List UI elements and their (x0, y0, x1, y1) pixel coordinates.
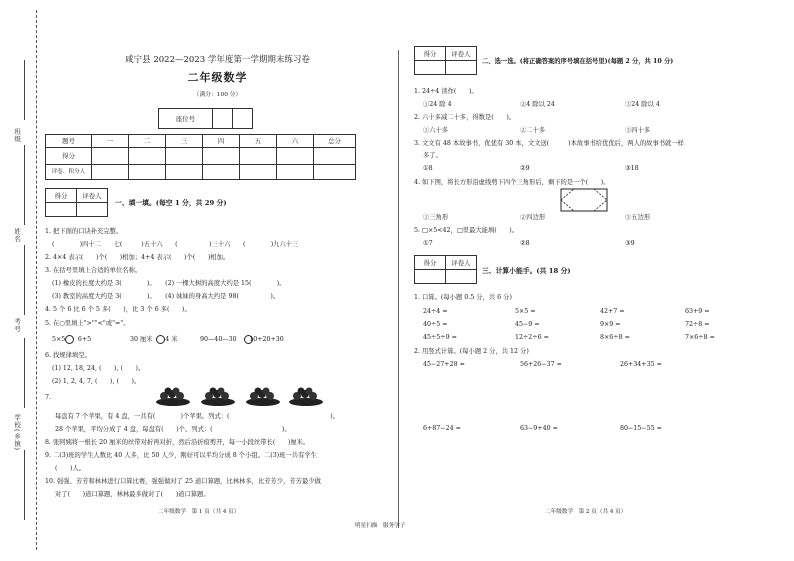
cut-line (36, 10, 37, 550)
section1-title: 一、填一填。(每空 1 分，共 29 分) (115, 199, 227, 207)
vertical-item: 63−9+40 = (520, 425, 558, 432)
binding-margin (0, 0, 40, 561)
question-3: 3. 在括号里填上合适的单位名称。 (45, 267, 142, 274)
scorebox-score-cell[interactable] (415, 270, 446, 284)
question-6: 6. 找规律填空。 (45, 352, 91, 359)
reviewer-cell[interactable] (314, 165, 356, 180)
choice-option[interactable]: ①24 除 4 (423, 101, 452, 108)
choice-option[interactable]: ②二十多 (520, 127, 546, 134)
oral-item: 24÷4 = (423, 308, 448, 315)
oral-calc-title: 1. 口算。(每小题 0.5 分，共 6 分) (414, 294, 512, 301)
score-cell[interactable] (277, 148, 314, 165)
binding-line (24, 338, 25, 408)
compare-circle[interactable] (244, 335, 253, 344)
apple-plate-icon (289, 388, 323, 407)
binding-label-school: 学校(乡镇) (13, 414, 22, 452)
oral-item: 42+7 = (600, 308, 625, 315)
seat-label: 座位号 (159, 109, 213, 129)
oral-item: 72÷8 = (685, 321, 710, 328)
choice-option[interactable]: ②8 (520, 240, 530, 247)
binding-label-class: 班级 (13, 128, 22, 143)
question-6-row2: (2) 1, 2, 4, 7, ( ), ( )。 (52, 378, 141, 385)
choice-question-3-cont: 多了。 (423, 152, 442, 159)
choice-option[interactable]: ③18 (625, 165, 639, 172)
section3-scorebox (414, 255, 477, 284)
question-3-row2: (3) 教室的高度大约是 3( )。 (4) 妹妹的身高大约是 98( )。 (52, 293, 280, 300)
oral-item: 8×6÷8 = (600, 334, 630, 341)
exam-title: 咸宁县 2022—2023 学年度第一学期期末练习卷 (125, 55, 310, 65)
oral-item: 9×9 = (600, 321, 621, 328)
scorebox-reviewer-label: 评卷人 (446, 47, 477, 61)
oral-item: 45−9 = (515, 321, 540, 328)
question-1-blanks: ( )四十二 七( )五十六 ( )三十六 ( )九六十三 (52, 241, 299, 248)
question-9: 9. 二(3)班的学生人数比 40 人多，比 50 人少，刚好可以平均分成 8 个小组。二(3)班一共有学生 (45, 452, 317, 459)
vertical-item: 45−27+28 = (423, 361, 465, 368)
question-4: 4. 5 个 6 比 6 个 5 多( )，比 3 个 6 多( )。 (45, 306, 191, 313)
reviewer-cell[interactable] (166, 165, 203, 180)
seat-cell[interactable] (233, 109, 253, 129)
vertical-item: 56+26−37 = (520, 361, 562, 368)
choice-question-4: 4. 如下图，将长方形沿虚线剪下四个三角形后，剩下的是一个( )。 (414, 179, 610, 186)
vertical-item: 6+87−24 = (423, 425, 461, 432)
choice-option[interactable]: ①7 (423, 240, 433, 247)
scorebox-reviewer-label: 评卷人 (77, 189, 108, 203)
seat-cell[interactable] (213, 109, 233, 129)
score-cell[interactable] (129, 148, 166, 165)
question-5: 5. 在○里填上">""<"或"="。 (45, 320, 130, 327)
scorebox-reviewer-cell[interactable] (446, 270, 477, 284)
binding-line (24, 245, 25, 315)
binding-line (24, 145, 25, 225)
vertical-item: 80−15−55 = (620, 425, 662, 432)
section3-title: 三、计算小能手。(共 18 分) (482, 267, 571, 275)
scorebox-reviewer-label: 评卷人 (446, 256, 477, 270)
score-cell[interactable] (240, 148, 277, 165)
choice-option[interactable]: ③24 除以 4 (625, 101, 660, 108)
scorebox-score-label: 得分 (415, 47, 446, 61)
scorebox-reviewer-cell[interactable] (446, 61, 477, 75)
binding-label-name: 姓名 (13, 228, 22, 243)
question-6-row1: (1) 12, 18, 24, ( ), ( )。 (52, 365, 145, 372)
question-10: 10. 强强、芳芳和林林进行口算比赛，强强做对了 25 道口算题，比林林多，比芳芳少，芳芳最少做 (45, 478, 321, 485)
question-1: 1. 把下面的口诀补充完整。 (45, 228, 123, 235)
score-header-cell: 六 (277, 135, 314, 148)
choice-option[interactable]: ②4 除以 24 (520, 101, 555, 108)
apple-plate-icon (246, 388, 280, 407)
reviewer-cell[interactable] (129, 165, 166, 180)
question-7-row1: 每盘有 7 个苹果，有 4 盘，一共有( )个苹果。列式：( )。 (55, 413, 340, 420)
choice-option[interactable]: ③9 (625, 240, 635, 247)
oral-item: 45÷5÷9 = (423, 334, 457, 341)
score-header-cell: 总分 (314, 135, 356, 148)
scorebox-score-cell[interactable] (46, 203, 77, 217)
subject-title: 二年级数学 (187, 71, 248, 84)
apple-plate-icon (201, 388, 235, 407)
seat-number-table (158, 108, 253, 129)
scorebox-score-cell[interactable] (415, 61, 446, 75)
question-3-row1: (1) 橡皮的长度大约是 3( )。 (2) 一棵大树的高度大约是 15( )。 (52, 280, 286, 287)
choice-option[interactable]: ③四十多 (625, 127, 651, 134)
binding-line (24, 60, 25, 120)
apple-plates-illustration (155, 386, 325, 408)
oral-item: 7×6÷8 = (685, 334, 715, 341)
reviewer-cell[interactable] (277, 165, 314, 180)
oral-item: 40÷5 = (423, 321, 448, 328)
choice-question-2: 2. 六十多减二十多，得数是( )。 (414, 114, 516, 121)
score-cell[interactable] (166, 148, 203, 165)
reviewer-cell[interactable] (240, 165, 277, 180)
score-table (45, 134, 356, 180)
vertical-item: 26+34+35 = (620, 361, 662, 368)
compare-circle[interactable] (156, 335, 165, 344)
choice-option[interactable]: ②四边形 (520, 214, 546, 221)
rectangle-figure (560, 188, 608, 212)
question-10-cont: 对了( )道口算题，林林最多做对了( )道口算题。 (55, 491, 210, 498)
score-header-cell: 二 (129, 135, 166, 148)
score-header-cell: 三 (166, 135, 203, 148)
binding-line (24, 450, 25, 520)
oral-item: 5×5 = (515, 308, 536, 315)
binding-label-number: 考号 (13, 318, 22, 333)
choice-question-5: 5. □×5<42，□里最大能填( )。 (414, 227, 519, 234)
score-row-label: 得分 (46, 148, 92, 165)
compare-expression: 5×5 6+5 (52, 336, 92, 343)
compare-circle[interactable] (65, 335, 74, 344)
choice-option[interactable]: ①8 (423, 165, 433, 172)
question-7-row2: 28 个苹果，平均分成了 4 盘，每盘有( )个。列式：( )。 (55, 426, 291, 433)
score-cell[interactable] (92, 148, 129, 165)
choice-option[interactable]: ③五边形 (625, 214, 651, 221)
section2-scorebox (414, 46, 477, 75)
scorebox-reviewer-cell[interactable] (77, 203, 108, 217)
vertical-calc-title: 2. 用竖式计算。(每小题 2 分，共 12 分) (414, 348, 529, 355)
oral-item: 12÷2÷6 = (515, 334, 549, 341)
score-cell[interactable] (203, 148, 240, 165)
score-header-cell: 一 (92, 135, 129, 148)
page1-footer: 二年级数学 第 1 页（共 4 页） (158, 509, 240, 515)
score-header-cell: 四 (203, 135, 240, 148)
scorebox-score-label: 得分 (46, 189, 77, 203)
score-header-cell: 五 (240, 135, 277, 148)
section1-scorebox (45, 188, 108, 217)
reviewer-cell[interactable] (92, 165, 129, 180)
reviewer-cell[interactable] (203, 165, 240, 180)
section2-title: 二、选一选。(将正确答案的序号填在括号里)(每题 2 分，共 10 分) (482, 58, 674, 65)
choice-option[interactable]: ②9 (520, 165, 530, 172)
oral-item: 63+9 = (685, 308, 710, 315)
compare-item-2: 30 厘米 4 米 (130, 336, 178, 343)
choice-option[interactable]: ①六十多 (423, 127, 449, 134)
page2-footer: 二年级数学 第 2 页（共 4 页） (545, 509, 627, 515)
question-9-cont: ( )人。 (55, 465, 86, 472)
question-2: 2. 4×4 表示( )个( )相加；4+4 表示( )个( )相加。 (45, 254, 230, 261)
full-score: （满分：100 分） (193, 92, 242, 98)
reviewer-row-label: 评卷、积分人 (46, 165, 92, 180)
score-cell[interactable] (314, 148, 356, 165)
score-header-label: 题号 (46, 135, 92, 148)
choice-question-3: 3. 文文有 48 本故事书，优优有 30 本，文文送( )本故事书给优优后，两人的故事书就一样 (414, 140, 684, 147)
apple-plate-icon (156, 388, 190, 407)
scorebox-score-label: 得分 (415, 256, 446, 270)
scan-watermark: 明星扫描 服务学子 (355, 523, 406, 529)
question-8: 8. 张阿姨将一根长 20 厘米的丝带对折再对折，然后沿折痕剪开，每一小段丝带长( )厘米。 (45, 439, 310, 446)
question-7: 7. (45, 394, 52, 401)
choice-option[interactable]: ①三角形 (423, 214, 449, 221)
page-divider (398, 50, 399, 528)
choice-question-1: 1. 24÷4 读作( )。 (414, 88, 478, 95)
compare-item-3: 90—40—30 10+20+30 (200, 336, 284, 343)
